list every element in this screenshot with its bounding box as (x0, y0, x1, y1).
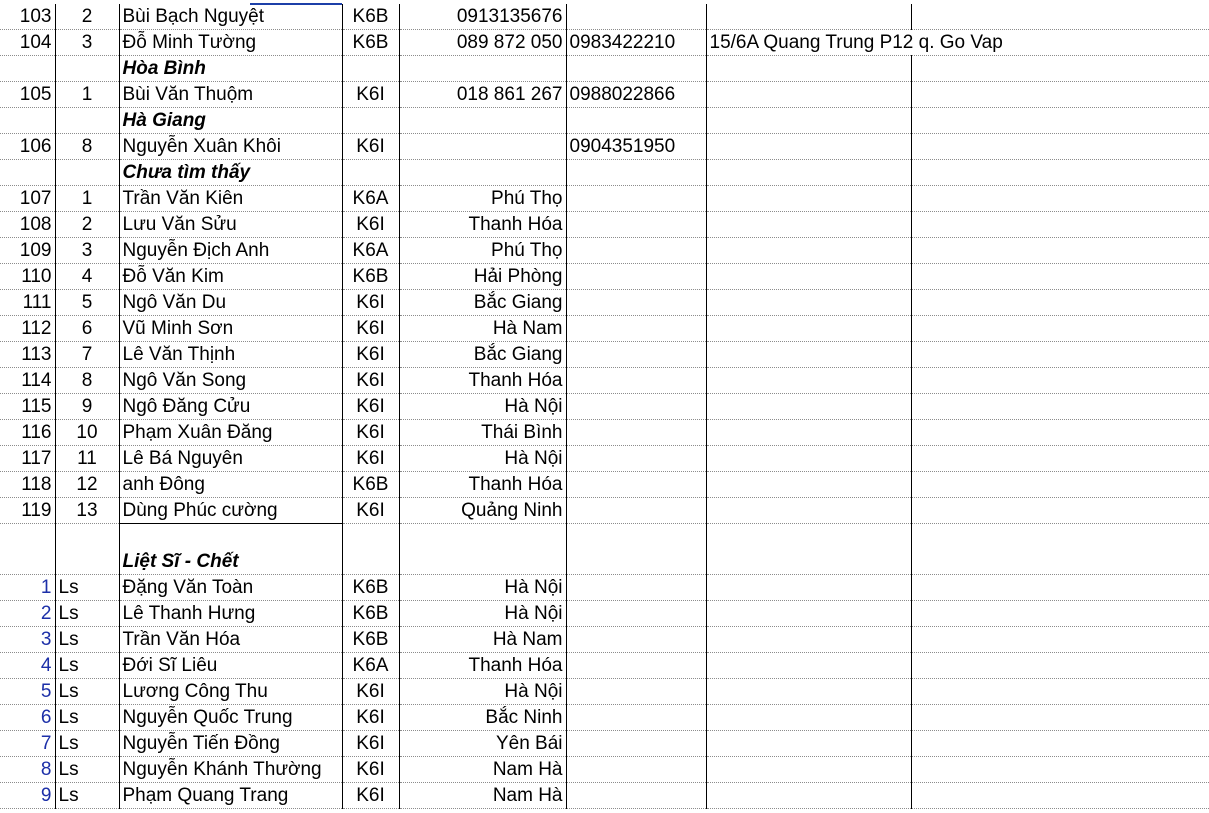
cell-index[interactable]: 3 (55, 238, 119, 264)
cell-unit[interactable]: K6I (342, 783, 399, 809)
table-row (0, 757, 1209, 783)
cell-address[interactable] (706, 212, 911, 238)
cell-place-or-phone[interactable]: Hà Nội (399, 679, 566, 705)
cell-empty[interactable] (911, 316, 1209, 342)
table-row (0, 705, 1209, 731)
cell-address[interactable] (706, 549, 911, 575)
cell-name[interactable]: Ngô Văn Du (119, 290, 342, 316)
cell-place-or-phone[interactable] (399, 160, 566, 186)
table-row (0, 238, 1209, 264)
cell-row-number[interactable]: 113 (0, 342, 55, 368)
cell-empty[interactable] (911, 290, 1209, 316)
table-row (0, 30, 1209, 56)
cell-row-number[interactable]: 104 (0, 30, 55, 56)
cell-row-number[interactable] (0, 108, 55, 134)
cell-phone[interactable] (566, 420, 706, 446)
cell-address[interactable] (706, 498, 911, 524)
cell-phone[interactable] (566, 601, 706, 627)
cell-index[interactable]: 3 (55, 30, 119, 56)
cell-unit[interactable]: K6I (342, 212, 399, 238)
cell-name[interactable]: Lưu Văn Sửu (119, 212, 342, 238)
cell-name[interactable]: Nguyễn Xuân Khôi (119, 134, 342, 160)
cell-empty[interactable] (911, 212, 1209, 238)
cell-empty[interactable] (911, 394, 1209, 420)
cell-empty[interactable] (911, 4, 1209, 30)
cell-name[interactable]: Hà Giang (119, 108, 342, 134)
cell-unit[interactable]: K6B (342, 575, 399, 601)
cell-place-or-phone[interactable]: Thái Bình (399, 420, 566, 446)
cell-place-or-phone[interactable]: Nam Hà (399, 783, 566, 809)
cell-phone[interactable] (566, 342, 706, 368)
cell-name[interactable]: anh Đông (119, 472, 342, 498)
cell-place-or-phone[interactable]: Bắc Ninh (399, 705, 566, 731)
cell-name[interactable]: Nguyễn Quốc Trung (119, 705, 342, 731)
cell-name[interactable]: Lê Bá Nguyên (119, 446, 342, 472)
table-row (0, 134, 1209, 160)
cell-empty[interactable] (911, 186, 1209, 212)
cell-name[interactable]: Đới Sĩ Liêu (119, 653, 342, 679)
cell-row-number[interactable]: 5 (0, 679, 55, 705)
cell-empty[interactable] (911, 238, 1209, 264)
cell-empty[interactable] (911, 264, 1209, 290)
cell-empty[interactable] (911, 524, 1209, 550)
cell-unit[interactable]: K6B (342, 4, 399, 30)
cell-empty[interactable] (911, 82, 1209, 108)
cell-place-or-phone[interactable]: Thanh Hóa (399, 472, 566, 498)
cell-empty[interactable] (911, 575, 1209, 601)
cell-place-or-phone[interactable]: Thanh Hóa (399, 368, 566, 394)
table-row (0, 783, 1209, 809)
cell-index[interactable]: 12 (55, 472, 119, 498)
cell-index[interactable] (55, 524, 119, 550)
cell-row-number[interactable]: 118 (0, 472, 55, 498)
cell-phone[interactable] (566, 575, 706, 601)
cell-place-or-phone[interactable]: Thanh Hóa (399, 653, 566, 679)
cell-address[interactable] (706, 394, 911, 420)
cell-row-number[interactable]: 103 (0, 4, 55, 30)
cell-place-or-phone[interactable]: Nam Hà (399, 757, 566, 783)
cell-unit[interactable]: K6I (342, 757, 399, 783)
cell-name[interactable]: Chưa tìm thấy (119, 160, 342, 186)
cell-index[interactable]: Ls (55, 575, 119, 601)
cell-row-number[interactable] (0, 524, 55, 550)
cell-empty[interactable] (911, 56, 1209, 82)
cell-index[interactable]: Ls (55, 757, 119, 783)
cell-name[interactable]: Phạm Quang Trang (119, 783, 342, 809)
cell-unit[interactable]: K6A (342, 238, 399, 264)
table-row (0, 679, 1209, 705)
cell-unit[interactable]: K6I (342, 498, 399, 524)
table-row (0, 420, 1209, 446)
cell-row-number[interactable]: 1 (0, 575, 55, 601)
cell-index[interactable]: 10 (55, 420, 119, 446)
cell-unit[interactable]: K6A (342, 653, 399, 679)
table-row (0, 524, 1209, 550)
cell-row-number[interactable]: 112 (0, 316, 55, 342)
cell-address[interactable] (706, 342, 911, 368)
cell-index[interactable]: Ls (55, 731, 119, 757)
cell-phone[interactable] (566, 4, 706, 30)
table-row (0, 368, 1209, 394)
cell-unit[interactable] (342, 56, 399, 82)
cell-unit[interactable]: K6I (342, 705, 399, 731)
cell-place-or-phone[interactable] (399, 549, 566, 575)
cell-phone[interactable] (566, 446, 706, 472)
section-header-row (0, 108, 1209, 134)
cell-empty[interactable] (911, 679, 1209, 705)
cell-place-or-phone[interactable] (399, 134, 566, 160)
cell-address[interactable] (706, 472, 911, 498)
cell-unit[interactable] (342, 549, 399, 575)
cell-address[interactable] (706, 420, 911, 446)
cell-row-number[interactable]: 115 (0, 394, 55, 420)
cell-place-or-phone[interactable]: Hà Nội (399, 575, 566, 601)
section-header-row (0, 549, 1209, 575)
cell-place-or-phone[interactable]: Quảng Ninh (399, 498, 566, 524)
cell-name[interactable]: Vũ Minh Sơn (119, 316, 342, 342)
cell-index[interactable]: 13 (55, 498, 119, 524)
cell-index[interactable] (55, 160, 119, 186)
cell-name[interactable]: Đặng Văn Toàn (119, 575, 342, 601)
table-row (0, 264, 1209, 290)
cell-name[interactable]: Lê Văn Thịnh (119, 342, 342, 368)
cell-place-or-phone[interactable]: 089 872 050 (399, 30, 566, 56)
cell-name[interactable]: Phạm Xuân Đăng (119, 420, 342, 446)
cell-index[interactable]: 9 (55, 394, 119, 420)
cell-phone[interactable] (566, 705, 706, 731)
cell-unit[interactable] (342, 524, 399, 550)
cell-row-number[interactable]: 111 (0, 290, 55, 316)
cell-index[interactable]: Ls (55, 601, 119, 627)
cell-unit[interactable] (342, 108, 399, 134)
cell-index[interactable]: Ls (55, 783, 119, 809)
cell-name[interactable]: Đỗ Văn Kim (119, 264, 342, 290)
cell-unit[interactable]: K6I (342, 420, 399, 446)
cell-row-number[interactable]: 4 (0, 653, 55, 679)
cell-unit[interactable]: K6B (342, 264, 399, 290)
cell-row-number[interactable]: 7 (0, 731, 55, 757)
table-row (0, 82, 1209, 108)
table-row (0, 212, 1209, 238)
cell-address[interactable] (706, 108, 911, 134)
cell-empty[interactable] (911, 134, 1209, 160)
cell-unit[interactable]: K6I (342, 134, 399, 160)
cell-address[interactable] (706, 783, 911, 809)
cell-address[interactable] (706, 679, 911, 705)
cell-place-or-phone[interactable]: Hà Nội (399, 601, 566, 627)
table-row (0, 394, 1209, 420)
cell-place-or-phone[interactable]: 0913135676 (399, 4, 566, 30)
cell-index[interactable]: 2 (55, 212, 119, 238)
cell-address[interactable] (706, 757, 911, 783)
cell-empty[interactable] (911, 731, 1209, 757)
cell-address[interactable] (706, 186, 911, 212)
cell-empty[interactable] (911, 627, 1209, 653)
cell-empty[interactable] (911, 472, 1209, 498)
cell-index[interactable]: Ls (55, 705, 119, 731)
cell-name[interactable]: Dùng Phúc cường (119, 498, 342, 524)
cell-place-or-phone[interactable]: Phú Thọ (399, 238, 566, 264)
cell-empty[interactable] (911, 368, 1209, 394)
section-header-row (0, 160, 1209, 186)
cell-phone[interactable] (566, 368, 706, 394)
cell-phone[interactable]: 0988022866 (566, 82, 706, 108)
cell-address[interactable] (706, 368, 911, 394)
cell-name[interactable]: Nguyễn Khánh Thường (119, 757, 342, 783)
cell-name[interactable]: Trần Văn Kiên (119, 186, 342, 212)
cell-row-number[interactable]: 108 (0, 212, 55, 238)
cell-unit[interactable]: K6B (342, 30, 399, 56)
cell-row-number[interactable]: 119 (0, 498, 55, 524)
cell-index[interactable]: 1 (55, 82, 119, 108)
cell-empty[interactable] (911, 601, 1209, 627)
cell-place-or-phone[interactable]: Bắc Giang (399, 342, 566, 368)
cell-place-or-phone[interactable]: Yên Bái (399, 731, 566, 757)
cell-name[interactable]: Lê Thanh Hưng (119, 601, 342, 627)
cell-place-or-phone[interactable] (399, 108, 566, 134)
cell-name[interactable]: Nguyễn Địch Anh (119, 238, 342, 264)
cell-place-or-phone[interactable]: 018 861 267 (399, 82, 566, 108)
cell-index[interactable]: 6 (55, 316, 119, 342)
cell-unit[interactable]: K6I (342, 446, 399, 472)
cell-phone[interactable] (566, 524, 706, 550)
cell-index[interactable]: Ls (55, 653, 119, 679)
cell-name[interactable]: Nguyễn Tiến Đồng (119, 731, 342, 757)
cell-empty[interactable] (911, 108, 1209, 134)
table-row (0, 446, 1209, 472)
cell-empty[interactable] (911, 498, 1209, 524)
cell-index[interactable]: 11 (55, 446, 119, 472)
spreadsheet-rows (0, 4, 1209, 809)
cell-phone[interactable] (566, 679, 706, 705)
cell-index[interactable]: 8 (55, 134, 119, 160)
cell-phone[interactable]: 0983422210 (566, 30, 706, 56)
cell-address[interactable] (706, 238, 911, 264)
cell-address[interactable] (706, 731, 911, 757)
cell-empty[interactable] (911, 160, 1209, 186)
cell-row-number[interactable]: 2 (0, 601, 55, 627)
cell-address[interactable] (706, 56, 911, 82)
cell-index[interactable]: 7 (55, 342, 119, 368)
cell-address[interactable] (706, 290, 911, 316)
table-row (0, 575, 1209, 601)
cell-unit[interactable]: K6I (342, 342, 399, 368)
table-row (0, 653, 1209, 679)
cell-phone[interactable] (566, 757, 706, 783)
cell-empty[interactable] (911, 705, 1209, 731)
cell-phone[interactable] (566, 212, 706, 238)
cell-row-number[interactable]: 8 (0, 757, 55, 783)
cell-index[interactable]: 8 (55, 368, 119, 394)
cell-index[interactable] (55, 108, 119, 134)
section-header-row (0, 56, 1209, 82)
cell-phone[interactable] (566, 108, 706, 134)
cell-index[interactable]: 4 (55, 264, 119, 290)
cell-place-or-phone[interactable]: Hà Nội (399, 394, 566, 420)
cell-row-number[interactable]: 109 (0, 238, 55, 264)
cell-phone[interactable] (566, 160, 706, 186)
cell-place-or-phone[interactable]: Hà Nội (399, 446, 566, 472)
cell-phone[interactable] (566, 186, 706, 212)
cell-unit[interactable]: K6B (342, 472, 399, 498)
cell-row-number[interactable] (0, 56, 55, 82)
cell-name[interactable]: Hòa Bình (119, 56, 342, 82)
cell-empty[interactable] (911, 783, 1209, 809)
cell-place-or-phone[interactable]: Thanh Hóa (399, 212, 566, 238)
cell-place-or-phone[interactable] (399, 524, 566, 550)
cell-unit[interactable]: K6I (342, 368, 399, 394)
cell-phone[interactable] (566, 238, 706, 264)
cell-phone[interactable] (566, 731, 706, 757)
cell-unit[interactable]: K6I (342, 316, 399, 342)
cell-unit[interactable]: K6I (342, 679, 399, 705)
cell-empty[interactable] (911, 653, 1209, 679)
cell-row-number[interactable] (0, 160, 55, 186)
cell-address[interactable] (706, 82, 911, 108)
cell-address[interactable] (706, 601, 911, 627)
cell-name[interactable] (119, 524, 342, 550)
cell-place-or-phone[interactable]: Hải Phòng (399, 264, 566, 290)
cell-address[interactable] (706, 264, 911, 290)
cell-phone[interactable] (566, 783, 706, 809)
table-row (0, 472, 1209, 498)
cell-phone[interactable] (566, 549, 706, 575)
cell-name[interactable]: Ngô Văn Song (119, 368, 342, 394)
cell-unit[interactable]: K6I (342, 394, 399, 420)
cell-row-number[interactable]: 117 (0, 446, 55, 472)
cell-empty[interactable] (911, 420, 1209, 446)
cell-name[interactable]: Bùi Văn Thuộm (119, 82, 342, 108)
cell-unit[interactable] (342, 160, 399, 186)
cell-row-number[interactable]: 116 (0, 420, 55, 446)
table-row (0, 4, 1209, 30)
table-row (0, 627, 1209, 653)
cell-name[interactable]: Ngô Đăng Cửu (119, 394, 342, 420)
cell-row-number[interactable]: 3 (0, 627, 55, 653)
cell-name[interactable]: Đỗ Minh Tường (119, 30, 342, 56)
cell-index[interactable]: Ls (55, 679, 119, 705)
cell-place-or-phone[interactable]: Bắc Giang (399, 290, 566, 316)
cell-row-number[interactable]: 114 (0, 368, 55, 394)
cell-unit[interactable]: K6I (342, 290, 399, 316)
cell-phone[interactable] (566, 264, 706, 290)
cell-row-number[interactable]: 6 (0, 705, 55, 731)
spreadsheet-grid[interactable] (0, 4, 1209, 809)
cell-row-number[interactable] (0, 549, 55, 575)
cell-address[interactable]: 15/6A Quang Trung P12 q. Go Vap (706, 30, 911, 56)
cell-name[interactable]: Liệt Sĩ - Chết (119, 549, 342, 575)
cell-empty[interactable] (911, 757, 1209, 783)
cell-unit[interactable]: K6B (342, 627, 399, 653)
cell-index[interactable]: Ls (55, 627, 119, 653)
cell-empty[interactable] (911, 446, 1209, 472)
cell-address[interactable] (706, 524, 911, 550)
cell-address[interactable] (706, 160, 911, 186)
cell-address[interactable] (706, 575, 911, 601)
cell-phone[interactable] (566, 653, 706, 679)
cell-address[interactable] (706, 134, 911, 160)
cell-phone[interactable] (566, 316, 706, 342)
cell-place-or-phone[interactable] (399, 56, 566, 82)
cell-phone[interactable] (566, 498, 706, 524)
cell-phone[interactable] (566, 290, 706, 316)
cell-name[interactable]: Lương Công Thu (119, 679, 342, 705)
cell-phone[interactable] (566, 56, 706, 82)
cell-index[interactable]: 1 (55, 186, 119, 212)
cell-unit[interactable]: K6I (342, 731, 399, 757)
cell-unit[interactable]: K6B (342, 601, 399, 627)
cell-row-number[interactable]: 105 (0, 82, 55, 108)
cell-name[interactable]: Bùi Bạch Nguyệt (119, 4, 342, 30)
cell-address[interactable] (706, 4, 911, 30)
cell-address[interactable] (706, 446, 911, 472)
cell-name[interactable]: Trần Văn Hóa (119, 627, 342, 653)
table-row (0, 186, 1209, 212)
cell-address[interactable] (706, 627, 911, 653)
table-row (0, 498, 1209, 524)
table-row (0, 342, 1209, 368)
cell-address[interactable] (706, 316, 911, 342)
cell-address[interactable] (706, 705, 911, 731)
cell-index[interactable] (55, 56, 119, 82)
cell-unit[interactable]: K6I (342, 82, 399, 108)
cell-phone[interactable] (566, 394, 706, 420)
cell-place-or-phone[interactable]: Hà Nam (399, 627, 566, 653)
cell-empty[interactable] (911, 549, 1209, 575)
cell-phone[interactable] (566, 472, 706, 498)
cell-place-or-phone[interactable]: Phú Thọ (399, 186, 566, 212)
cell-phone[interactable] (566, 627, 706, 653)
cell-index[interactable]: 2 (55, 4, 119, 30)
table-row (0, 601, 1209, 627)
cell-empty[interactable] (911, 342, 1209, 368)
cell-place-or-phone[interactable]: Hà Nam (399, 316, 566, 342)
cell-index[interactable] (55, 549, 119, 575)
cell-phone[interactable]: 0904351950 (566, 134, 706, 160)
cell-row-number[interactable]: 107 (0, 186, 55, 212)
table-row (0, 316, 1209, 342)
cell-index[interactable]: 5 (55, 290, 119, 316)
table-row (0, 290, 1209, 316)
table-row (0, 731, 1209, 757)
cell-row-number[interactable]: 106 (0, 134, 55, 160)
cell-address[interactable] (706, 653, 911, 679)
cell-unit[interactable]: K6A (342, 186, 399, 212)
cell-row-number[interactable]: 110 (0, 264, 55, 290)
cell-row-number[interactable]: 9 (0, 783, 55, 809)
